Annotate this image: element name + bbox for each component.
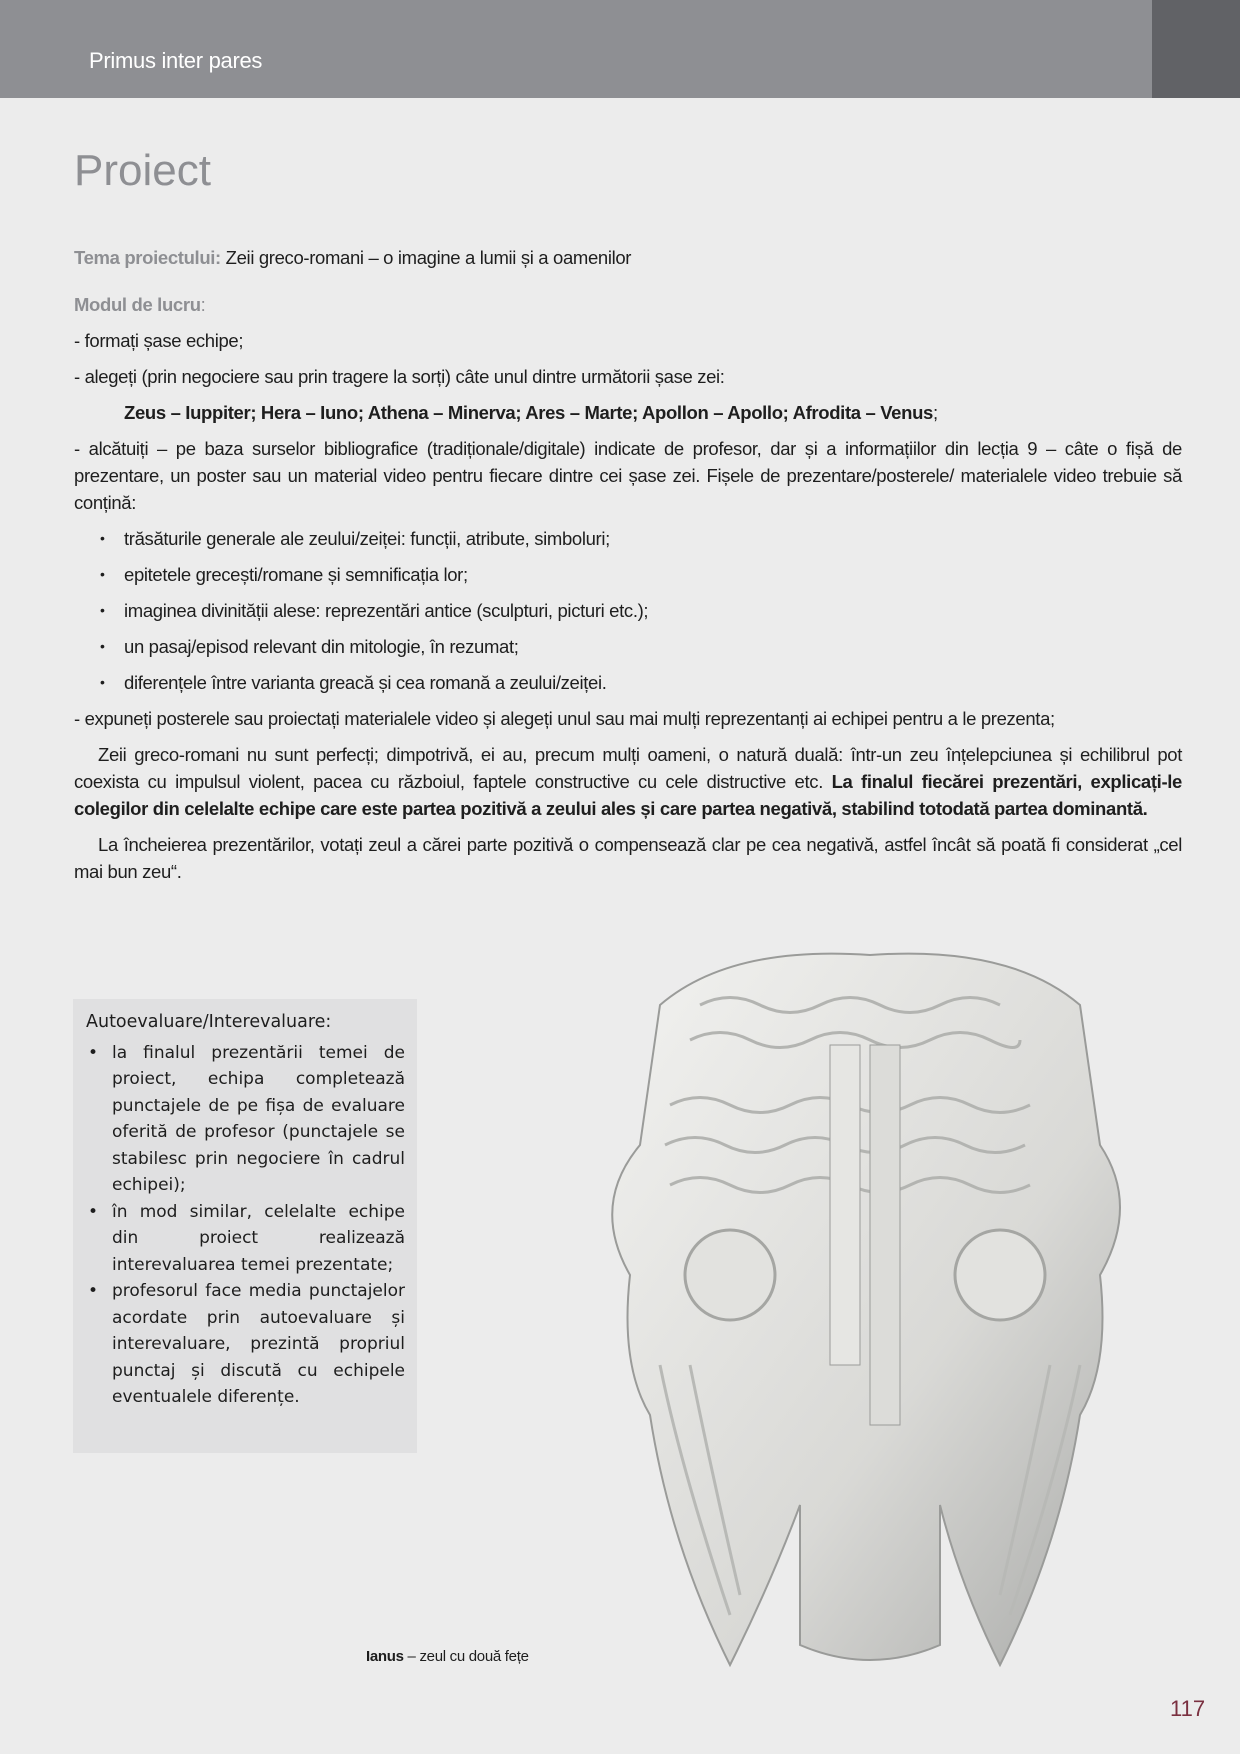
step-4: - expuneți posterele sau proiectați materialele video și alegeți unul sau mai mulți reprezentanți ai echipei pentru a le prezenta; [74, 708, 1055, 729]
gods-end: ; [932, 402, 938, 423]
evaluation-list [86, 1040, 405, 1411]
caption-bold: Ianus [366, 1648, 404, 1665]
main-content [74, 244, 1182, 894]
list-item: • la finalul prezentării temei de proiect, echipa completează punctajele de pe fișa de evaluare oferită de profesor (punctajele se stabilesc prin negociere în cadrul echipei); [112, 1040, 405, 1199]
work-mode-label: Modul de lucru [74, 294, 201, 315]
gods-names: Zeus – Iuppiter; Hera – Iuno; Athena – Minerva; Ares – Marte; Apollon – Apollo; Afrodita – Venus [124, 402, 933, 423]
list-item: • trăsăturile generale ale zeului/zeiței: funcții, atribute, simboluri; [124, 525, 1182, 552]
header-bar [0, 0, 1152, 98]
page-title: Proiect [74, 146, 211, 195]
paragraph-duality-bold: La finalul fiecărei prezentări, explicați-le colegilor din celelalte echipe care este partea pozitivă a zeului ales și care partea negativă, stabilind totodată partea dominantă. [74, 771, 1182, 819]
list-item: • diferențele între varianta greacă și cea romană a zeului/zeiței. [124, 669, 1182, 696]
list-item: • profesorul face media punctajelor acordate prin autoevaluare și interevaluare, prezintă propriul punctaj și discută cu echipele eventualele diferențe. [112, 1278, 405, 1411]
gods-list [74, 399, 1182, 426]
evaluation-box [73, 999, 417, 1453]
list-item: • în mod similar, celelalte echipe din proiect realizează interevaluarea temei prezentate; [112, 1199, 405, 1279]
step-3: - alcătuiți – pe baza surselor bibliografice (tradiționale/digitale) indicate de profesor, dar și a informațiilor din lecția 9 – câte o fișă de prezentare, un poster sau un material video pentru fiecare dintre cei șase zei. Fișele de prezentare/posterele/ materialele video trebuie să conțină: [74, 438, 1182, 513]
janus-statue-illustration [580, 945, 1160, 1675]
paragraph-duality [74, 741, 1182, 822]
running-title: Primus inter pares [89, 48, 263, 73]
theme-value: Zeii greco-romani – o imagine a lumii și a oamenilor [225, 247, 632, 268]
list-item: • un pasaj/episod relevant din mitologie, în rezumat; [124, 633, 1182, 660]
list-item: • epitetele grecești/romane și semnificația lor; [124, 561, 1182, 588]
step-1: - formați șase echipe; [74, 330, 244, 351]
theme-label: Tema proiectului: [74, 247, 221, 268]
paragraph-vote: La încheierea prezentărilor, votați zeul a cărei parte pozitivă o compensează clar pe cea negativă, astfel încât să poată fi considerat „cel mai bun zeu“. [74, 834, 1182, 882]
project-theme [74, 244, 1182, 271]
list-item: • imaginea divinității alese: reprezentări antice (sculpturi, picturi etc.); [124, 597, 1182, 624]
janus-statue-image [580, 945, 1160, 1675]
step-2: - alegeți (prin negociere sau prin tragere la sorți) câte unul dintre următorii șase zei: [74, 366, 725, 387]
evaluation-title: Autoevaluare/Interevaluare: [86, 1012, 332, 1032]
figure-caption [366, 1648, 529, 1665]
page-number: 117 [1170, 1696, 1206, 1721]
content-requirements-list [74, 525, 1182, 696]
work-mode-colon: : [200, 294, 206, 315]
paragraph-duality-text: Zeii greco-romani nu sunt perfecți; dimpotrivă, ei au, precum mulți oameni, o natură duală: într-un zeu înțelepciunea și echilibrul pot coexista cu impulsul violent, pacea cu războiul, faptele constructive cu cele distructive etc. [74, 744, 1182, 792]
work-mode-heading [74, 291, 1182, 318]
caption-text: – zeul cu două fețe [403, 1648, 529, 1665]
header-tab-block [1152, 0, 1240, 98]
